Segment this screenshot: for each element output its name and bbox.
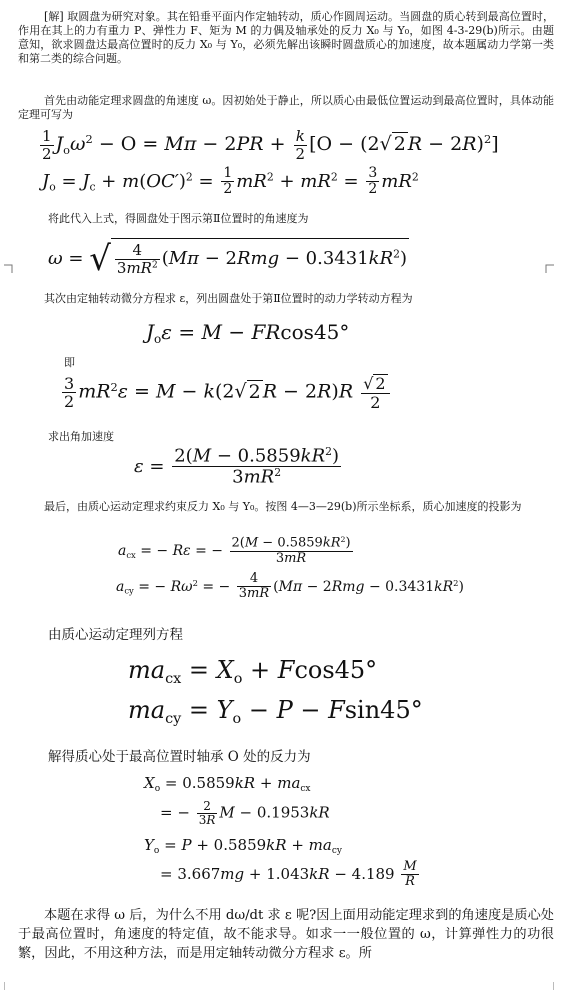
paragraph-equations-of-motion: 由质心运动定理列方程 bbox=[48, 627, 183, 643]
crop-mark bbox=[4, 982, 18, 996]
crop-mark bbox=[4, 259, 18, 273]
equation-rotation-expanded: $\frac{3}{2}$ $mR^2\varepsilon = M - k(2√$ 2 R − 2R)R $\frac{√ 2}{2}$ bbox=[60, 374, 392, 411]
equation-moment-of-inertia: $J_o = J_c + m(OC')^2$ = $\frac{1}{2}$ $mR^2 + mR^2$ = $\frac{3}{2}$ $mR^2$ bbox=[42, 165, 419, 198]
paragraph-substitute: 将此代入上式，得圆盘处于图示第Ⅱ位置时的角速度为 bbox=[48, 212, 309, 225]
equation-y0: $Y_o = P + 0.5859kR + ma_{cy}$ bbox=[144, 836, 342, 857]
equation-x-motion: $ma_{cx} = X_o + Fcos45^\circ$ bbox=[128, 656, 378, 688]
intro-text: 取圆盘为研究对象。其在铅垂平面内作定轴转动，质心作圆周运动。当圆盘的质心转到最高位置时，作用在其上的力有重力 P、弹性力 F、矩为 M 的力偶及轴承处的反力 X₀ 与 Y₀，如图 4-3-29(b)所示。由题意知，欲求圆盘达最高位置时的反力 X₀ 与 Y₀，必须先解出该瞬时圆盘质心的加速度，故本题属动力学第一类和第二类的综合问题。 bbox=[18, 10, 554, 65]
equation-x0: $X_o = 0.5859kR + ma_{cx}$ bbox=[144, 774, 311, 795]
equation-y-motion: $ma_{cy} = Y_o - P - Fsin45^\circ$ bbox=[128, 696, 423, 728]
equation-angular-velocity: ω = √ $\frac{4}{3mR^2}$ $(M\pi - 2Rmg - 0.3431kR^2)$ bbox=[48, 239, 408, 279]
equation-y0-result: = 3.667mg + 1.043kR − 4.189 $\frac{M}{R}$ bbox=[160, 859, 417, 890]
equation-acy: $a_{cy}$ = − $R\omega^2$ = − $\frac{4}{3mR}$ $(M\pi - 2Rmg - 0.3431kR^2)$ bbox=[116, 571, 464, 602]
answer-label: [解] bbox=[44, 10, 64, 23]
intro-paragraph bbox=[18, 10, 554, 66]
label-angular-acceleration: 求出角加速度 bbox=[48, 430, 114, 443]
paragraph-energy: 首先由动能定理求圆盘的角速度 ω。因初始处于静止，所以质心由最低位置运动到最高位置时，具体动能定理可写为 bbox=[18, 94, 554, 121]
equation-rotation: $J_o\varepsilon = M - FRcos45^\circ$ bbox=[146, 320, 350, 347]
equation-angular-acceleration: ε = $\frac{2(M - 0.5859kR^2)}{3mR^2}$ bbox=[134, 445, 340, 488]
equation-x0-result: = − $\frac{2}{3R}$ M − 0.1953kR bbox=[160, 799, 330, 828]
crop-mark bbox=[540, 259, 554, 273]
paragraph-rotation: 其次由定轴转动微分方程求 ε，列出圆盘处于第Ⅱ位置时的动力学转动方程为 bbox=[44, 292, 413, 305]
crop-mark bbox=[540, 982, 554, 996]
equation-acx: $a_{cx}$ = − Rε = − $\frac{2(M - 0.5859kR^2)}{3mR}$ bbox=[118, 535, 351, 566]
paragraph-discussion: 本题在求得 ω 后，为什么不用 dω/dt 求 ε 呢?因上面用动能定理求到的角速度是质心处于最高位置时，角速度的特定值，故不能求导。如求一一般位置的 ω，计算弹性力的功很繁，因此，不用这种方法，而是用定轴转动微分方程求 ε。所 bbox=[18, 908, 554, 961]
equation-energy: $\frac{1}{2}$ $J_o\omega^2 - O = M\pi - 2PR$ + $\frac{k}{2}$ [O − (2√ 2 R − 2R)$^2$] bbox=[42, 127, 499, 163]
paragraph-reactions: 解得质心处于最高位置时轴承 O 处的反力为 bbox=[48, 749, 311, 765]
label-namely: 即 bbox=[64, 356, 75, 369]
paragraph-center-of-mass: 最后，由质心运动定理求约束反力 X₀ 与 Y₀。按图 4—3—29(b)所示坐标系，质心加速度的投影为 bbox=[44, 500, 522, 513]
